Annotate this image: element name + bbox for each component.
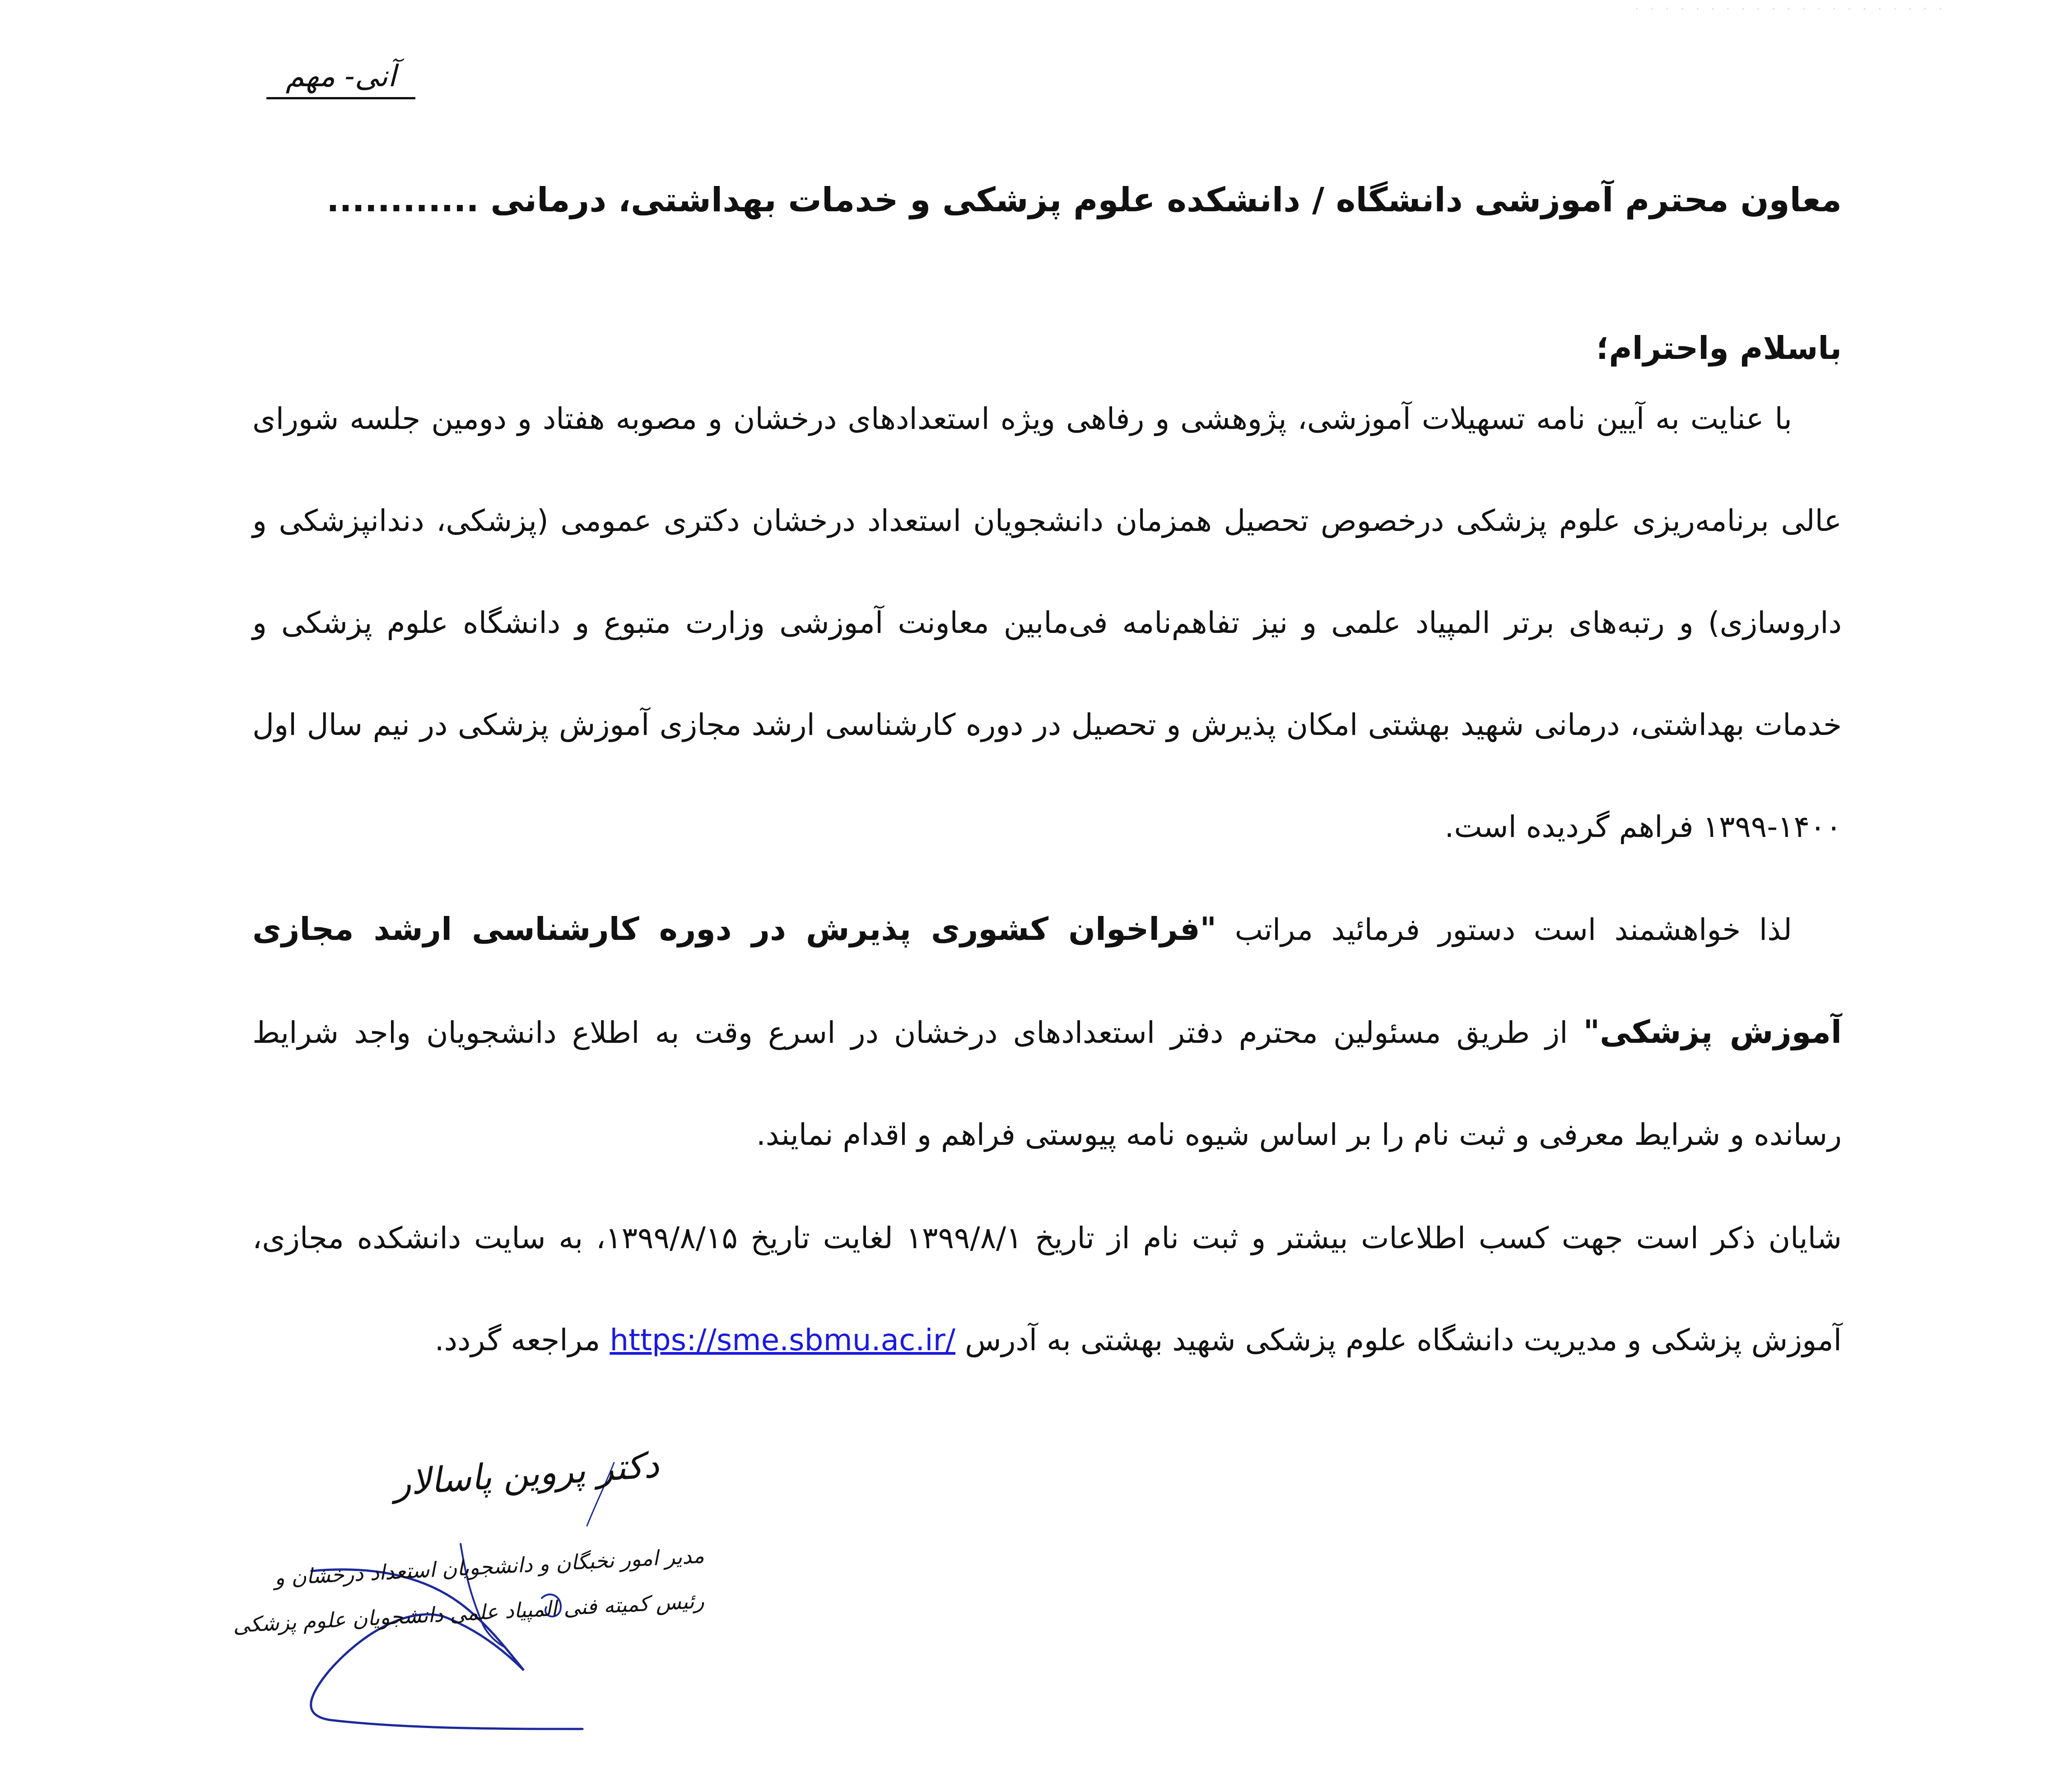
addressee-line: معاون محترم آموزشی دانشگاه / دانشکده علوم پزشکی و خدمات بهداشتی، درمانی ............ — [326, 181, 1842, 219]
website-link[interactable]: https://sme.sbmu.ac.ir/ — [610, 1323, 955, 1357]
greeting: باسلام واحترام؛ — [1596, 330, 1842, 367]
signatory-name: دکتر پروین پاسالار — [392, 1445, 661, 1504]
call-title: "فراخوان کشوری پذیرش در دوره کارشناسی ارشد مجازی آموزش پزشکی" — [252, 911, 1842, 1050]
paragraph-3 — [252, 1187, 1842, 1391]
paragraph-3-start: شایان ذکر است جهت کسب اطلاعات بیشتر و ثبت نام از تاریخ ۱۳۹۹/۸/۱ لغایت تاریخ ۱۳۹۹/۸/۱۵، به سایت دانشکده مجازی، آموزش پزشکی و مدیریت دانشگاه علوم پزشکی شهید بهشتی به آدرس — [252, 1221, 1842, 1357]
signatory-title-line-1: مدیر امور نخبگان و دانشجویان استعداد درخشان و — [274, 1543, 705, 1590]
paragraph-1: با عنایت به آیین نامه تسهیلات آموزشی، پژوهشی و رفاهی ویژه استعدادهای درخشان و مصوبه هفتاد و دومین جلسه شورای عالی برنامه‌ریزی علوم پزشکی درخصوص تحصیل همزمان دانشجویان استعداد درخشان دکتری عمومی (پزشکی، دندانپزشکی و داروسازی) و رتبه‌های برتر المپیاد علمی و نیز تفاهم‌نامه فی‌مابین معاونت آموزشی وزارت متبوع و دانشگاه علوم پزشکی و خدمات بهداشتی، درمانی شهید بهشتی امکان پذیرش و تحصیل در دوره کارشناسی ارشد مجازی آموزش پزشکی در نیم سال اول ۱۴۰۰-۱۳۹۹ فراهم گردیده است. — [252, 401, 1842, 844]
paragraph-2-start: لذا خواهشمند است دستور فرمائید مراتب — [1216, 912, 1792, 947]
paragraph-3-end: مراجعه گردد. — [434, 1323, 610, 1357]
signatory-title-line-2: رئیس کمیته فنی المپیاد علمی دانشجویان علوم پزشکی — [232, 1588, 705, 1638]
paragraph-2 — [252, 878, 1842, 1186]
paragraph-2-end: از طریق مسئولین محترم دفتر استعدادهای درخشان در اسرع وقت به اطلاع دانشجویان واجد شرایط رسانده و شرایط معرفی و ثبت نام را بر اساس شیوه نامه پیوستی فراهم و اقدام نمایند. — [252, 1015, 1842, 1152]
faint-header-text: · · · · · · · · · · · · · · · · · · · · · — [1634, 0, 1946, 18]
signature-block — [232, 1436, 705, 1743]
urgency-label: آنی- مهم — [266, 59, 415, 99]
